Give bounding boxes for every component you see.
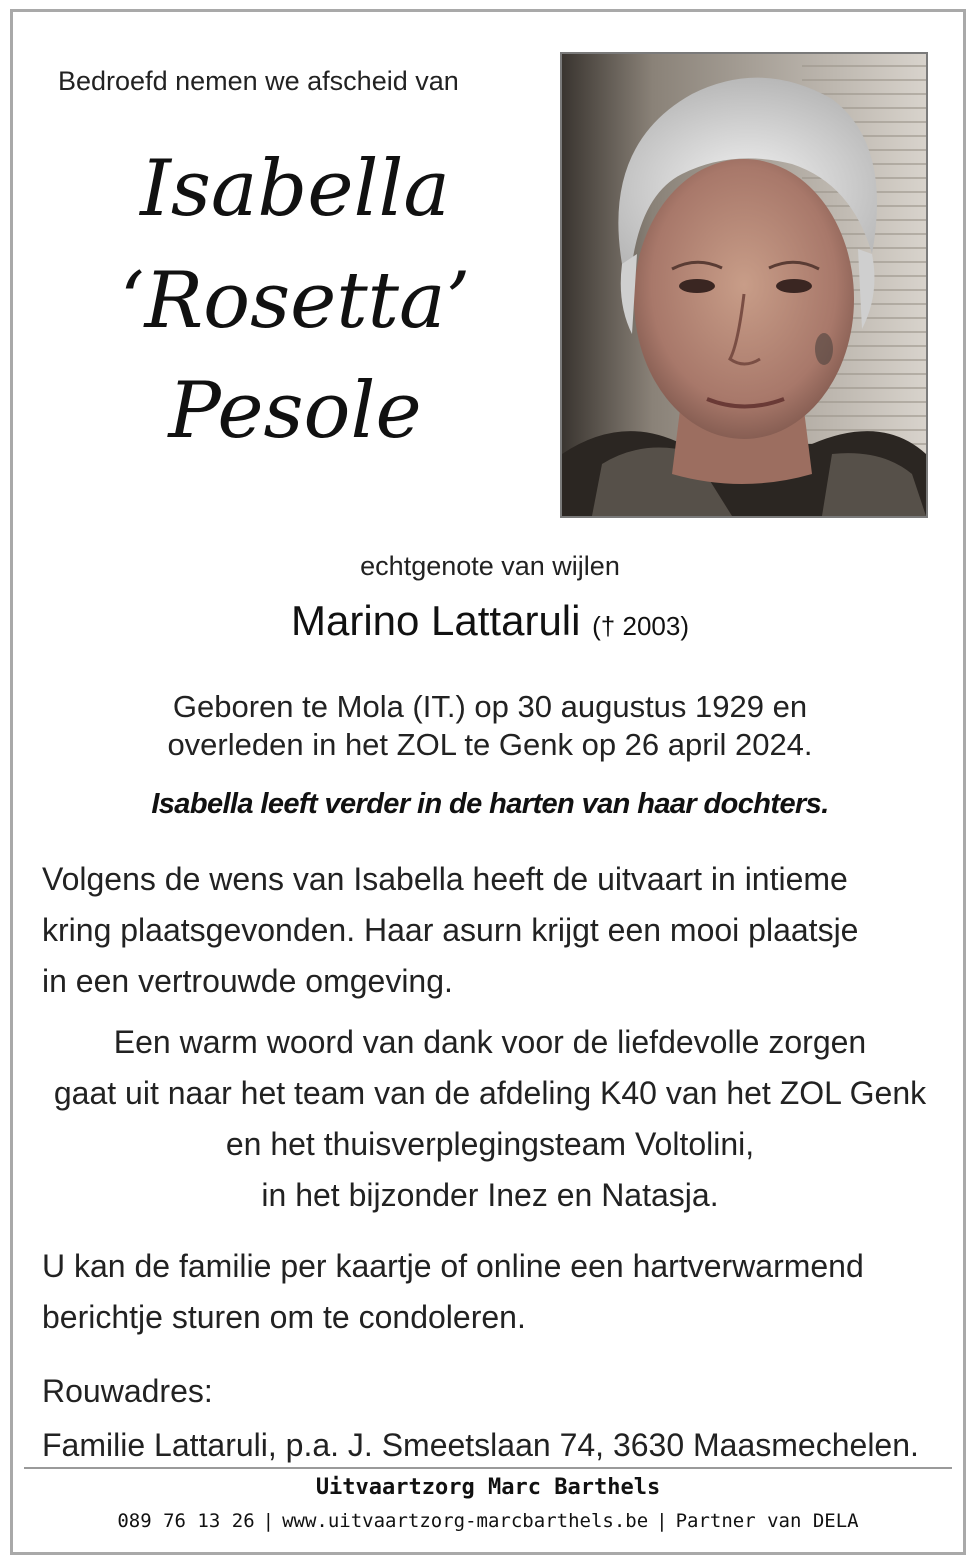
wish-line: in een vertrouwde omgeving.	[42, 963, 453, 999]
funeral-company-name: Uitvaartzorg Marc Barthels	[315, 1475, 661, 1500]
deceased-nickname: ‘Rosetta’	[119, 256, 471, 346]
condole-line: berichtje sturen om te condoleren.	[42, 1299, 526, 1335]
thanks-line: gaat uit naar het team van de afdeling K40 van het ZOL Genk	[53, 1075, 927, 1111]
footer-separator: |	[656, 1510, 668, 1532]
footer-phone: 089 76 13 26	[117, 1510, 255, 1532]
thanks-line: Een warm woord van dank voor de liefdevolle zorgen	[113, 1024, 867, 1060]
deceased-portrait-photo	[560, 52, 928, 518]
footer-separator: |	[262, 1510, 275, 1532]
address-label: Rouwadres:	[42, 1373, 213, 1409]
death-line: overleden in het ZOL te Genk op 26 april 2024.	[167, 727, 813, 762]
address-value: Familie Lattaruli, p.a. J. Smeetslaan 74, 3630 Maasmechelen.	[42, 1427, 919, 1463]
footer-website[interactable]: www.uitvaartzorg-marcbarthels.be	[282, 1510, 649, 1532]
thanks-paragraph	[24, 1017, 956, 1221]
spouse-intro: echtgenote van wijlen	[360, 551, 620, 581]
footer-partner: Partner van DELA	[675, 1510, 859, 1532]
funeral-wish-paragraph	[42, 854, 858, 1007]
condole-line: U kan de familie per kaartje of online een hartverwarmend	[42, 1248, 864, 1284]
condolence-paragraph	[42, 1241, 864, 1343]
mourning-address	[42, 1364, 919, 1472]
deceased-last-name: Pesole	[168, 366, 422, 456]
wish-line: Volgens de wens van Isabella heeft de uitvaart in intieme	[42, 861, 848, 897]
thanks-line: in het bijzonder Inez en Natasja.	[261, 1177, 719, 1213]
motto-text: Isabella leeft verder in de harten van haar dochters.	[151, 788, 829, 820]
footer-divider	[24, 1467, 952, 1469]
intro-text: Bedroefd nemen we afscheid van	[58, 66, 459, 96]
deceased-first-name: Isabella	[140, 144, 450, 234]
birth-line: Geboren te Mola (IT.) op 30 augustus 1929 en	[172, 689, 808, 724]
thanks-line: en het thuisverplegingsteam Voltolini,	[225, 1126, 755, 1162]
spouse-line	[24, 597, 956, 645]
birth-death-info	[24, 688, 956, 764]
footer-contact	[24, 1510, 952, 1532]
spouse-death-year: († 2003)	[592, 611, 689, 641]
spouse-name: Marino Lattaruli	[291, 597, 581, 644]
wish-line: kring plaatsgevonden. Haar asurn krijgt een mooi plaatsje	[42, 912, 859, 948]
